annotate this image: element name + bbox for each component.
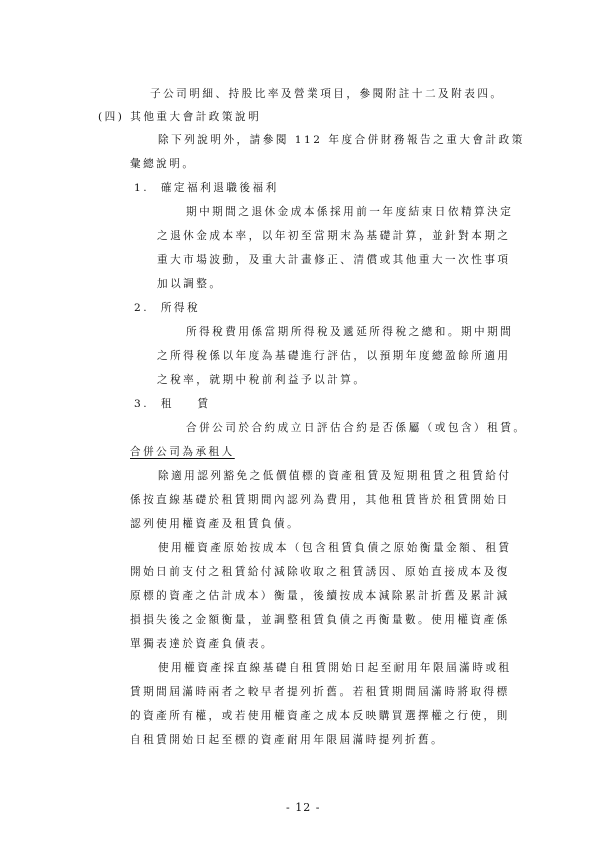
paragraph-line: 合併公司於合約成立日評估合約是否係屬（或包含）租賃。 (186, 422, 527, 434)
list-item-title: 1. 確定福利退職後福利 (134, 182, 279, 194)
paragraph-line: 賃期間屆滿時兩者之較早者提列折舊。若租賃期間屆滿時將取得標 (130, 686, 510, 698)
paragraph-line: 子公司明細、持股比率及營業項目，參閱附註十二及附表四。 (150, 88, 504, 100)
paragraph-line: 使用權資產採直線基礎自租賃開始日起至耐用年限屆滿時或租 (158, 662, 512, 674)
paragraph-line: 原標的資產之估計成本）衡量，後續按成本減除累計折舊及累計減 (130, 590, 510, 602)
section-heading: (四) 其他重大會計政策說明 (98, 111, 262, 123)
paragraph-line: 開始日前支付之租賃給付減除收取之租賃誘因、原始直接成本及復 (130, 566, 510, 578)
paragraph-line: 所得稅費用係當期所得稅及遞延所得稅之總和。期中期間 (186, 326, 514, 338)
paragraph-line: 加以調整。 (157, 278, 223, 290)
paragraph-line: 重大市場波動，及重大計畫修正、清償或其他重大一次性事項 (157, 254, 511, 266)
paragraph-line: 損損失後之金額衡量，並調整租賃負債之再衡量數。使用權資產係 (130, 614, 510, 626)
paragraph-line: 之退休金成本率，以年初至當期末為基礎計算，並針對本期之 (157, 230, 511, 242)
paragraph-line: 係按直線基礎於租賃期間內認列為費用，其他租賃皆於租賃開始日 (130, 494, 510, 506)
paragraph-line: 彙總說明。 (130, 158, 196, 170)
sub-heading: 合併公司為承租人 (130, 446, 235, 458)
paragraph-line: 自租賃開始日起至標的資產耐用年限屆滿時提列折舊。 (130, 734, 445, 746)
paragraph-line: 之稅率，就期中稅前利益予以計算。 (157, 374, 367, 386)
paragraph-line: 期中期間之退休金成本係採用前一年度結束日依精算決定 (186, 206, 514, 218)
paragraph-line: 除下列說明外，請參閱 112 年度合併財務報告之重大會計政策 (158, 134, 525, 146)
paragraph-line: 單獨表達於資產負債表。 (130, 638, 275, 650)
paragraph-line: 使用權資產原始按成本（包含租賃負債之原始衡量金額、租賃 (158, 542, 512, 554)
paragraph-line: 認列使用權資產及租賃負債。 (130, 518, 301, 530)
list-item-title: 3. 租 賃 (134, 398, 211, 410)
paragraph-line: 除適用認列豁免之低價值標的資產租賃及短期租賃之租賃給付 (158, 470, 512, 482)
page-number: - 12 - (286, 801, 321, 814)
paragraph-line: 的資產所有權，或若使用權資產之成本反映購買選擇權之行使，則 (130, 710, 510, 722)
list-item-title: 2. 所得稅 (134, 302, 201, 314)
paragraph-line: 之所得稅係以年度為基礎進行評估，以預期年度總盈餘所適用 (157, 350, 511, 362)
